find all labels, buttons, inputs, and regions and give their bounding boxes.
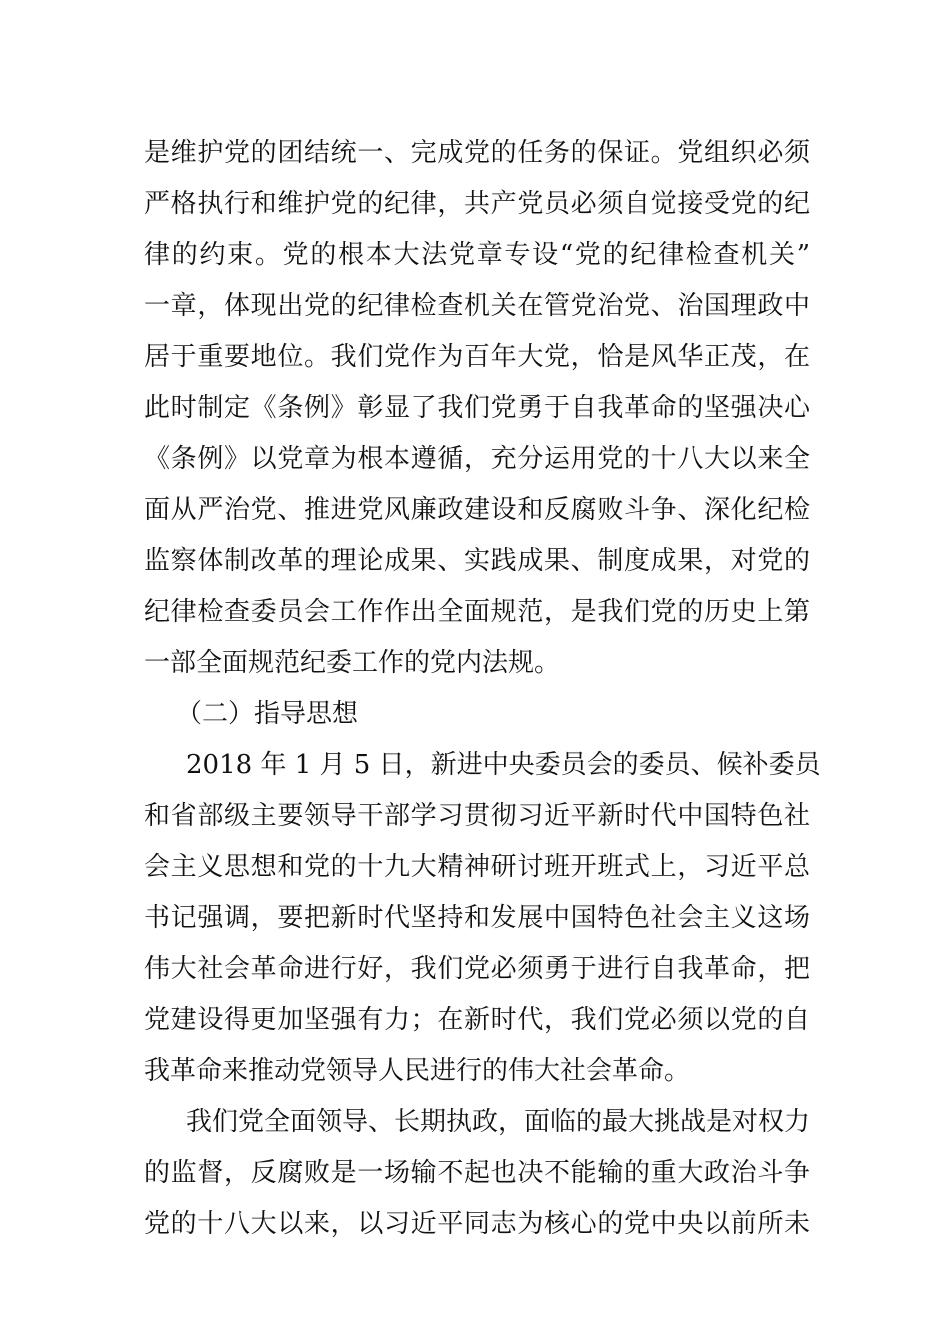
paragraph-2-line-4: 书记强调，要把新时代坚持和发展中国特色社会主义这场 (144, 903, 810, 933)
paragraph-1-line-1: 是维护党的团结统一、完成党的任务的保证。党组织必须 (144, 138, 810, 168)
paragraph-2-line-5: 伟大社会革命进行好，我们党必须勇于进行自我革命，把 (144, 954, 810, 984)
section-heading-guiding-ideology: （二）指导思想 (176, 699, 359, 729)
paragraph-2-line-2: 和省部级主要领导干部学习贯彻习近平新时代中国特色社 (144, 801, 810, 831)
paragraph-2-line-3: 会主义思想和党的十九大精神研讨班开班式上，习近平总 (144, 852, 810, 882)
paragraph-2-line-1: 2018 年 1 月 5 日，新进中央委员会的委员、候补委员 (186, 750, 821, 780)
paragraph-1-line-7: 《条例》以党章为根本遵循，充分运用党的十八大以来全 (144, 444, 810, 474)
paragraph-3-line-2: 的监督，反腐败是一场输不起也决不能输的重大政治斗争 (144, 1158, 810, 1188)
paragraph-1-line-8: 面从严治党、推进党风廉政建设和反腐败斗争、深化纪检 (144, 495, 810, 525)
paragraph-1-line-3: 律的约束。党的根本大法党章专设“党的纪律检查机关” (144, 240, 810, 270)
paragraph-1-line-4: 一章，体现出党的纪律检查机关在管党治党、治国理政中 (144, 291, 810, 321)
paragraph-2-line-6: 党建设得更加坚强有力；在新时代，我们党必须以党的自 (144, 1005, 810, 1035)
paragraph-1-line-9: 监察体制改革的理论成果、实践成果、制度成果，对党的 (144, 546, 810, 576)
paragraph-2-line-7: 我革命来推动党领导人民进行的伟大社会革命。 (144, 1056, 691, 1086)
paragraph-1-line-11: 一部全面规范纪委工作的党内法规。 (144, 648, 561, 678)
paragraph-3-line-3: 党的十八大以来，以习近平同志为核心的党中央以前所未 (144, 1209, 810, 1239)
paragraph-1-line-5: 居于重要地位。我们党作为百年大党，恰是风华正茂，在 (144, 342, 810, 372)
paragraph-3-line-1: 我们党全面领导、长期执政，面临的最大挑战是对权力 (186, 1107, 811, 1137)
paragraph-1-line-10: 纪律检查委员会工作作出全面规范，是我们党的历史上第 (144, 597, 810, 627)
paragraph-1-line-2: 严格执行和维护党的纪律，共产党员必须自觉接受党的纪 (144, 189, 810, 219)
paragraph-1-line-6: 此时制定《条例》彰显了我们党勇于自我革命的坚强决心 (144, 393, 810, 423)
